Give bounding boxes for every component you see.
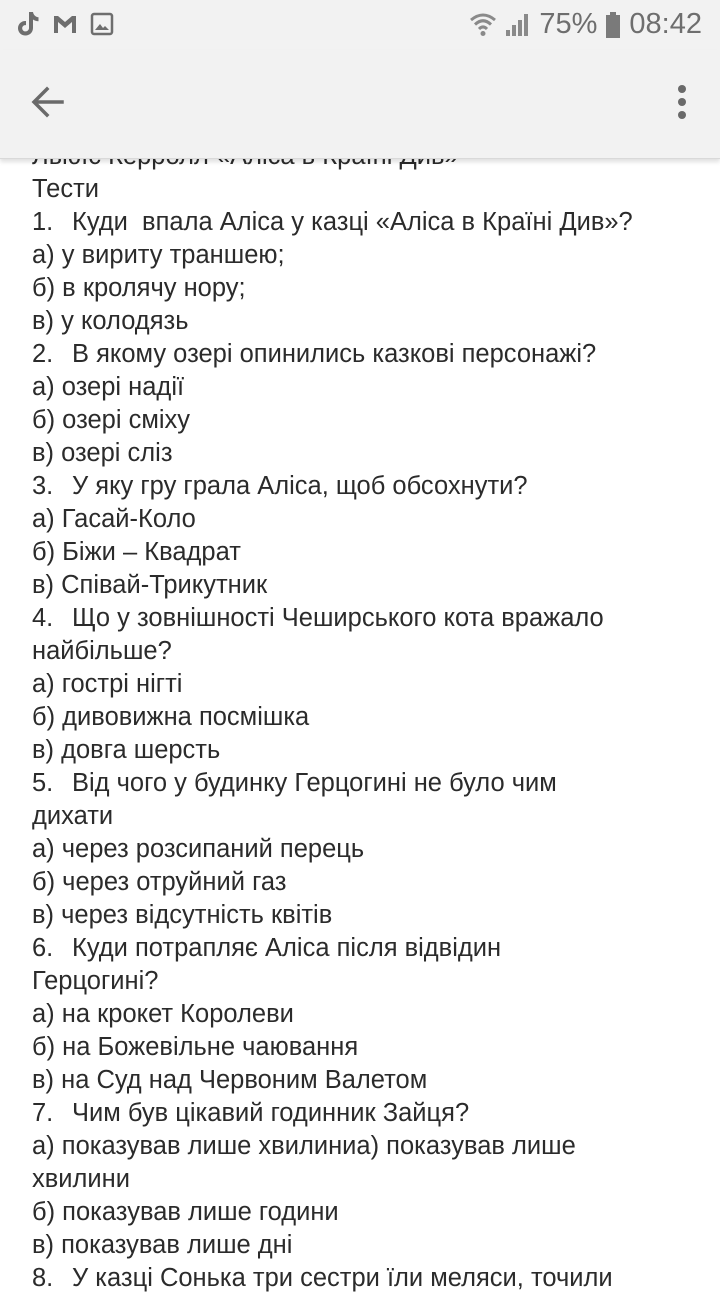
- answer-line: в) через відсутність квітів: [32, 901, 333, 929]
- question-line: [32, 767, 712, 800]
- answer-line: б) дивовижна посмішка: [32, 703, 310, 731]
- answer-line: а) гострі нігті: [32, 670, 183, 698]
- question-text: У казці Сонька три сестри їли меляси, точили: [72, 1264, 613, 1292]
- gmail-icon: [52, 13, 78, 35]
- answer-line: в) показував лише дні: [32, 1231, 293, 1259]
- answer-line: а) показував лише хвилиниа) показував лише: [32, 1132, 576, 1160]
- battery-icon: [605, 11, 621, 39]
- question-number: 3.: [32, 472, 54, 500]
- answer-line: а) у вириту траншею;: [32, 241, 285, 269]
- answer-line: б) в кролячу нору;: [32, 274, 246, 302]
- question-text: Що у зовнішності Чеширського кота вражало: [72, 604, 604, 632]
- question-number: 6.: [32, 934, 54, 962]
- answer-line: в) на Суд над Червоним Валетом: [32, 1066, 428, 1094]
- question-line: [32, 1262, 712, 1295]
- question-line: [32, 338, 712, 371]
- question-line: [32, 932, 712, 965]
- more-vert-icon: [674, 84, 690, 124]
- question-text: Куди потрапляє Аліса після відвідин: [72, 934, 502, 962]
- signal-icon: [505, 12, 531, 38]
- question-line: [32, 1097, 712, 1130]
- text-line: Герцогині?: [32, 967, 159, 995]
- question-number: 5.: [32, 769, 54, 797]
- status-right: [469, 8, 702, 41]
- battery-percent: 75%: [539, 8, 598, 40]
- answer-line: в) Співай-Трикутник: [32, 571, 268, 599]
- answer-line: а) через розсипаний перець: [32, 835, 365, 863]
- question-text: Куди впала Аліса у казці «Аліса в Країні Див»?: [72, 208, 633, 236]
- clock: 08:42: [629, 8, 702, 40]
- question-line: [32, 206, 712, 239]
- question-number: 2.: [32, 340, 54, 368]
- app-bar: [0, 50, 720, 159]
- answer-line: в) озері сліз: [32, 439, 173, 467]
- text-line: найбільше?: [32, 637, 172, 665]
- document-body: [32, 140, 712, 1295]
- notification-icons: [16, 10, 114, 38]
- tiktok-icon: [16, 10, 40, 38]
- more-options-button[interactable]: [674, 84, 690, 124]
- answer-line: б) показував лише години: [32, 1198, 339, 1226]
- answer-line: б) озері сміху: [32, 406, 191, 434]
- answer-line: а) на крокет Королеви: [32, 1000, 294, 1028]
- answer-line: а) Гасай-Коло: [32, 505, 196, 533]
- document-viewer[interactable]: [0, 158, 720, 1292]
- question-number: 8.: [32, 1264, 54, 1292]
- text-line: дихати: [32, 802, 114, 830]
- text-line: хвилини: [32, 1165, 130, 1193]
- text-line: Тести: [32, 175, 99, 203]
- question-line: [32, 470, 712, 503]
- question-number: 4.: [32, 604, 54, 632]
- question-text: Від чого у будинку Герцогині не було чим: [72, 769, 557, 797]
- answer-line: б) Біжи – Квадрат: [32, 538, 241, 566]
- question-text: Чим був цікавий годинник Зайця?: [72, 1099, 470, 1127]
- question-line: [32, 602, 712, 635]
- arrow-left-icon: [28, 82, 68, 122]
- question-text: У яку гру грала Аліса, щоб обсохнути?: [72, 472, 528, 500]
- answer-line: а) озері надії: [32, 373, 185, 401]
- answer-line: в) у колодязь: [32, 307, 189, 335]
- gallery-icon: [90, 12, 114, 36]
- status-bar: [0, 0, 720, 50]
- answer-line: б) через отруйний газ: [32, 868, 287, 896]
- answer-line: в) довга шерсть: [32, 736, 221, 764]
- question-number: 1.: [32, 208, 54, 236]
- question-text: В якому озері опинились казкові персонажі?: [72, 340, 597, 368]
- back-button[interactable]: [28, 82, 68, 122]
- question-number: 7.: [32, 1099, 54, 1127]
- answer-line: б) на Божевільне чаювання: [32, 1033, 359, 1061]
- wifi-icon: [469, 11, 497, 39]
